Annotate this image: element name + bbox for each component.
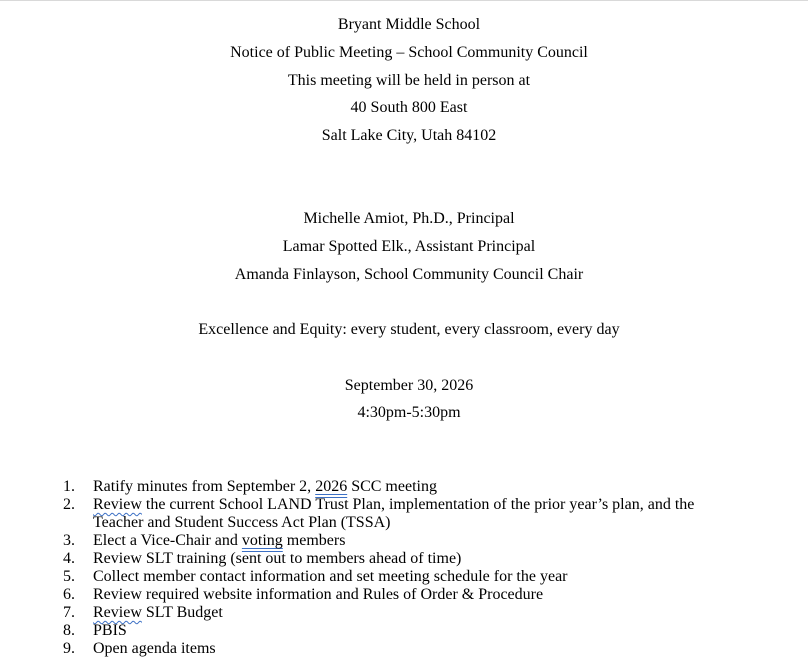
address-line-1: 40 South 800 East <box>350 99 468 116</box>
agenda-item-text <box>93 478 793 496</box>
agenda-item-text <box>93 586 793 604</box>
agenda-item-text <box>93 568 793 586</box>
agenda-item-number: 6. <box>63 586 75 603</box>
agenda-text-run: SLT Budget <box>141 604 223 621</box>
agenda-item-text <box>93 496 793 532</box>
agenda-item-number: 2. <box>63 496 75 513</box>
school-motto: Excellence and Equity: every student, every classroom, every day <box>198 321 620 338</box>
agenda-item-text <box>93 550 793 568</box>
agenda-item-number: 8. <box>63 622 75 639</box>
proofing-marked-word: Review <box>93 604 142 621</box>
agenda-item-text <box>93 532 793 550</box>
agenda-text-run: SCC meeting <box>347 478 437 495</box>
proofing-marked-word: 2026 <box>315 478 348 495</box>
agenda-text-run: Open agenda items <box>93 640 216 657</box>
agenda-item-text <box>93 604 793 622</box>
agenda-text-run: Collect member contact information and set meeting schedule for the year <box>93 568 568 585</box>
agenda-item-continuation: Teacher and Student Success Act Plan (TSSA) <box>93 514 391 531</box>
proofing-marked-word: Review <box>93 496 142 513</box>
agenda-item-number: 1. <box>63 478 75 495</box>
meeting-date: September 30, 2026 <box>344 377 474 394</box>
agenda-item-number: 5. <box>63 568 75 585</box>
agenda-text-run: Ratify minutes from September 2, <box>93 478 316 495</box>
council-chair-line: Amanda Finlayson, School Community Council Chair <box>234 266 584 283</box>
meeting-notice-title: Notice of Public Meeting – School Community Council <box>230 44 588 61</box>
agenda-text-run: Elect a Vice-Chair and <box>93 532 242 549</box>
agenda-text-run: members <box>282 532 346 549</box>
agenda-text-run: the current School LAND Trust Plan, implementation of the prior year’s plan, and the <box>141 496 695 513</box>
agenda-item-text <box>93 622 793 640</box>
meeting-time: 4:30pm-5:30pm <box>357 404 461 421</box>
agenda-item-number: 7. <box>63 604 75 621</box>
agenda-item-text <box>93 640 793 658</box>
agenda-text-run: Review SLT training (sent out to members ahead of time) <box>93 550 462 567</box>
agenda-item-number: 4. <box>63 550 75 567</box>
address-line-2: Salt Lake City, Utah 84102 <box>321 127 497 144</box>
principal-line: Michelle Amiot, Ph.D., Principal <box>303 210 515 227</box>
agenda-text-run: PBIS <box>93 622 127 639</box>
location-intro: This meeting will be held in person at <box>287 72 531 89</box>
agenda-item-number: 3. <box>63 532 75 549</box>
assistant-principal-line: Lamar Spotted Elk., Assistant Principal <box>282 238 536 255</box>
school-name: Bryant Middle School <box>337 16 481 33</box>
agenda-text-run: Review required website information and Rules of Order & Procedure <box>93 586 544 603</box>
proofing-marked-word: voting <box>241 532 283 549</box>
agenda-item-number: 9. <box>63 640 75 657</box>
